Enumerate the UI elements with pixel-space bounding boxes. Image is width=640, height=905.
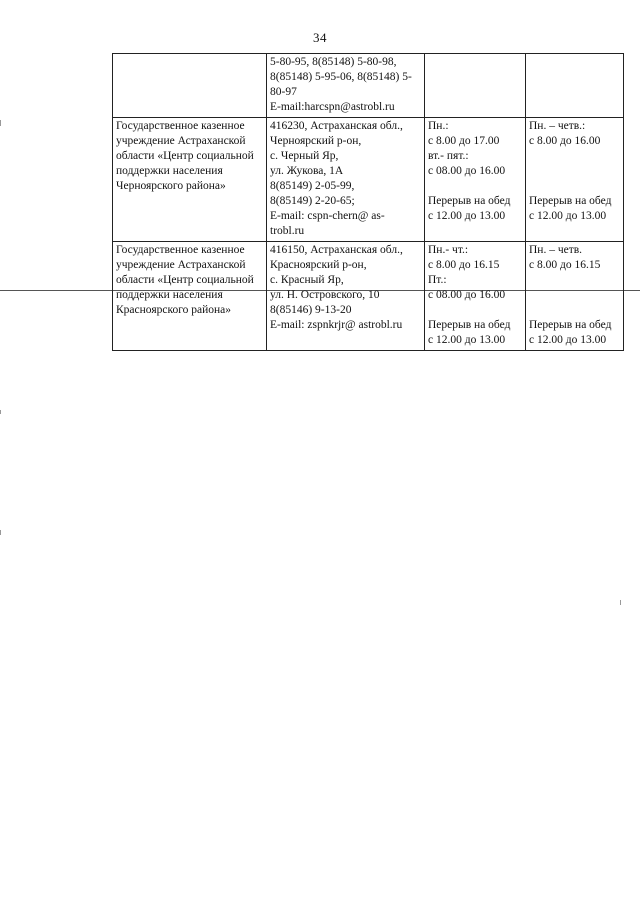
cell-line: Красноярский р-он, <box>270 259 367 271</box>
cell-line: Пн. – четв. <box>529 244 583 256</box>
spacer <box>529 164 620 179</box>
address-cell <box>267 54 425 118</box>
cell-line: Пн. – четв.: <box>529 120 586 132</box>
spacer <box>529 303 620 318</box>
cell-line: Перерыв на обед <box>428 195 511 207</box>
cell-line: поддержки населения <box>116 289 223 301</box>
cell-line: 8(85149) 2-20-65; <box>270 195 355 207</box>
cell-line: 8(85148) 5-95-06, 8(85148) 5- <box>270 71 412 83</box>
cell-line: области «Центр социальной <box>116 274 254 286</box>
cell-line: с 8.00 до 16.00 <box>529 135 601 147</box>
cell-line: 80-97 <box>270 86 297 98</box>
cell-line: с 12.00 до 13.00 <box>529 210 607 222</box>
scan-speck <box>0 530 1 535</box>
cell-line: поддержки населения <box>116 165 223 177</box>
org-name-cell <box>113 242 267 351</box>
hours-cell <box>425 118 526 242</box>
spacer <box>529 273 620 288</box>
cell-line: учреждение Астраханской <box>116 259 246 271</box>
cell-line: Перерыв на обед <box>428 319 511 331</box>
cell-line: с. Черный Яр, <box>270 150 339 162</box>
cell-line: 8(85149) 2-05-99, <box>270 180 355 192</box>
cell-line: с 8.00 до 16.15 <box>529 259 601 271</box>
scan-speck <box>0 120 1 126</box>
table-row <box>113 242 624 351</box>
cell-line: Государственное казенное <box>116 120 245 132</box>
hours-alt-cell <box>526 118 624 242</box>
spacer <box>529 149 620 164</box>
cell-line: с. Красный Яр, <box>270 274 344 286</box>
cell-line: ул. Н. Островского, 10 <box>270 289 380 301</box>
spacer <box>529 288 620 303</box>
scan-speck <box>620 600 621 605</box>
spacer <box>428 179 522 194</box>
cell-line: Черноярского района» <box>116 180 226 192</box>
cell-line: trobl.ru <box>270 225 305 237</box>
cell-line: ул. Жукова, 1А <box>270 165 344 177</box>
cell-line: Красноярского района» <box>116 304 232 316</box>
cell-line: Государственное казенное <box>116 244 245 256</box>
cell-line: 8(85146) 9-13-20 <box>270 304 352 316</box>
cell-line: Перерыв на обед <box>529 319 612 331</box>
cell-line: с 08.00 до 16.00 <box>428 165 506 177</box>
cell-line: E-mail:harcspn@astrobl.ru <box>270 101 395 113</box>
cell-line: области «Центр социальной <box>116 150 254 162</box>
cell-line: 5-80-95, 8(85148) 5-80-98, <box>270 56 397 68</box>
cell-line: с 12.00 до 13.00 <box>428 334 506 346</box>
cell-line: 416150, Астраханская обл., <box>270 244 403 256</box>
contacts-table <box>112 53 624 351</box>
table-row <box>113 118 624 242</box>
scan-speck <box>0 410 1 414</box>
table-row <box>113 54 624 118</box>
page-number: 34 <box>313 30 327 45</box>
cell-line: с 12.00 до 13.00 <box>428 210 506 222</box>
table-body <box>113 54 624 351</box>
cell-line: Пн.: <box>428 120 449 132</box>
org-name-cell <box>113 54 267 118</box>
org-name-cell <box>113 118 267 242</box>
cell-line: с 8.00 до 16.15 <box>428 259 500 271</box>
cell-line: вт.- пят.: <box>428 150 469 162</box>
spacer <box>529 179 620 194</box>
cell-line: с 08.00 до 16.00 <box>428 289 506 301</box>
cell-line: 416230, Астраханская обл., <box>270 120 403 132</box>
address-cell <box>267 242 425 351</box>
hours-alt-cell <box>526 242 624 351</box>
cell-line: E-mail: cspn-chern@ as- <box>270 210 385 222</box>
address-cell <box>267 118 425 242</box>
hours-cell <box>425 242 526 351</box>
cell-line: Пт.: <box>428 274 447 286</box>
cell-line: Черноярский р-он, <box>270 135 362 147</box>
hours-alt-cell <box>526 54 624 118</box>
hours-cell <box>425 54 526 118</box>
cell-line: E-mail: zspnkrjr@ astrobl.ru <box>270 319 403 331</box>
cell-line: Пн.- чт.: <box>428 244 469 256</box>
cell-line: Перерыв на обед <box>529 195 612 207</box>
cell-line: с 8.00 до 17.00 <box>428 135 500 147</box>
cell-line: с 12.00 до 13.00 <box>529 334 607 346</box>
cell-line: учреждение Астраханской <box>116 135 246 147</box>
spacer <box>428 303 522 318</box>
